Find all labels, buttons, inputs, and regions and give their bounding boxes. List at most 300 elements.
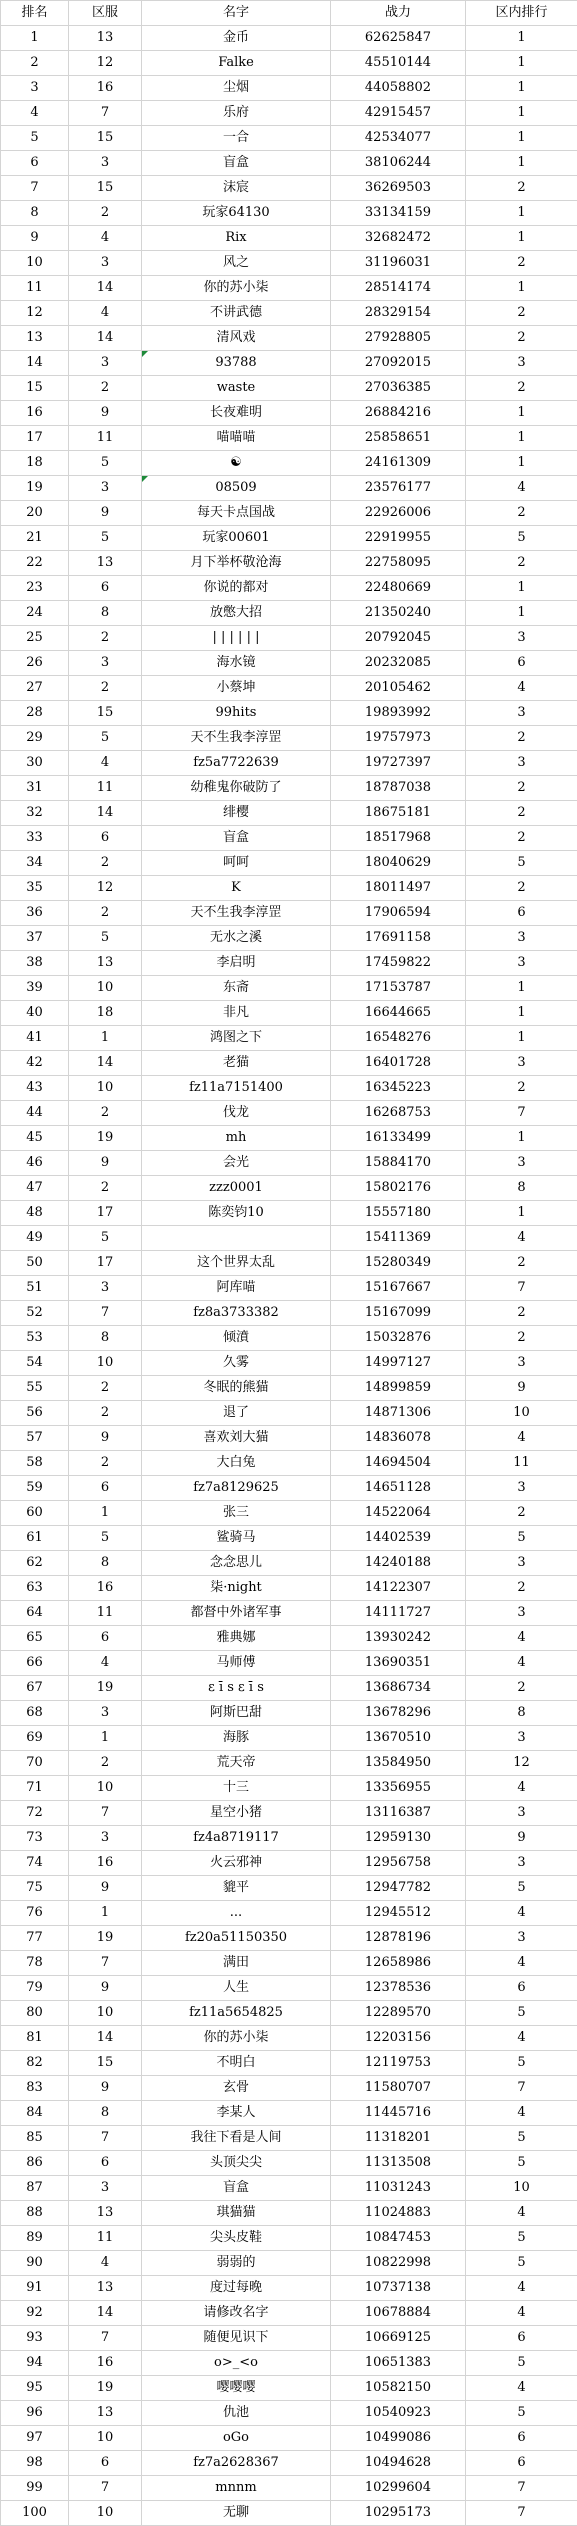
server-rank-cell[interactable]: 1: [466, 201, 577, 226]
rank-cell[interactable]: 9: [1, 226, 69, 251]
name-cell[interactable]: ε ī s ε ī s: [142, 1676, 331, 1701]
power-cell[interactable]: 42915457: [331, 101, 466, 126]
power-cell[interactable]: 11580707: [331, 2076, 466, 2101]
power-cell[interactable]: 14402539: [331, 1526, 466, 1551]
name-cell[interactable]: 海豚: [142, 1726, 331, 1751]
server-cell[interactable]: 1: [69, 1501, 142, 1526]
rank-cell[interactable]: 65: [1, 1626, 69, 1651]
rank-cell[interactable]: 88: [1, 2201, 69, 2226]
name-cell[interactable]: 人生: [142, 1976, 331, 2001]
name-cell[interactable]: fz7a2628367: [142, 2451, 331, 2476]
name-cell[interactable]: 念念思儿: [142, 1551, 331, 1576]
server-cell[interactable]: 4: [69, 301, 142, 326]
power-cell[interactable]: 13686734: [331, 1676, 466, 1701]
server-rank-cell[interactable]: 3: [466, 1551, 577, 1576]
rank-cell[interactable]: 32: [1, 801, 69, 826]
server-rank-cell[interactable]: 1: [466, 576, 577, 601]
server-rank-cell[interactable]: 6: [466, 1976, 577, 2001]
server-cell[interactable]: 13: [69, 2401, 142, 2426]
name-cell[interactable]: 天不生我李淳罡: [142, 901, 331, 926]
server-rank-cell[interactable]: 2: [466, 876, 577, 901]
rank-cell[interactable]: 92: [1, 2301, 69, 2326]
rank-cell[interactable]: 100: [1, 2501, 69, 2526]
power-cell[interactable]: 14899859: [331, 1376, 466, 1401]
server-cell[interactable]: 6: [69, 1476, 142, 1501]
name-cell[interactable]: 满田: [142, 1951, 331, 1976]
server-cell[interactable]: 8: [69, 1551, 142, 1576]
rank-cell[interactable]: 28: [1, 701, 69, 726]
name-cell[interactable]: K: [142, 876, 331, 901]
rank-cell[interactable]: 16: [1, 401, 69, 426]
server-cell[interactable]: 9: [69, 401, 142, 426]
rank-cell[interactable]: 57: [1, 1426, 69, 1451]
server-rank-cell[interactable]: 3: [466, 751, 577, 776]
power-cell[interactable]: 13678296: [331, 1701, 466, 1726]
server-cell[interactable]: 19: [69, 2376, 142, 2401]
server-rank-cell[interactable]: 7: [466, 2501, 577, 2526]
server-cell[interactable]: 17: [69, 1251, 142, 1276]
rank-cell[interactable]: 27: [1, 676, 69, 701]
rank-cell[interactable]: 48: [1, 1201, 69, 1226]
rank-cell[interactable]: 77: [1, 1926, 69, 1951]
rank-cell[interactable]: 91: [1, 2276, 69, 2301]
power-cell[interactable]: 13930242: [331, 1626, 466, 1651]
server-rank-cell[interactable]: 2: [466, 1076, 577, 1101]
power-cell[interactable]: 18040629: [331, 851, 466, 876]
power-cell[interactable]: 13116387: [331, 1801, 466, 1826]
name-cell[interactable]: 马师傅: [142, 1651, 331, 1676]
name-cell[interactable]: fz5a7722639: [142, 751, 331, 776]
server-rank-cell[interactable]: 4: [466, 2201, 577, 2226]
server-rank-cell[interactable]: 6: [466, 2426, 577, 2451]
rank-cell[interactable]: 64: [1, 1601, 69, 1626]
name-cell[interactable]: fz4a8719117: [142, 1826, 331, 1851]
name-cell[interactable]: 幼稚鬼你破防了: [142, 776, 331, 801]
rank-cell[interactable]: 98: [1, 2451, 69, 2476]
server-cell[interactable]: 7: [69, 2126, 142, 2151]
power-cell[interactable]: 10499086: [331, 2426, 466, 2451]
server-cell[interactable]: 2: [69, 1101, 142, 1126]
power-cell[interactable]: 10582150: [331, 2376, 466, 2401]
server-cell[interactable]: 13: [69, 2201, 142, 2226]
server-rank-cell[interactable]: 6: [466, 651, 577, 676]
server-cell[interactable]: 2: [69, 201, 142, 226]
server-rank-cell[interactable]: 1: [466, 451, 577, 476]
power-cell[interactable]: 14522064: [331, 1501, 466, 1526]
server-cell[interactable]: 3: [69, 476, 142, 501]
name-cell[interactable]: 99hits: [142, 701, 331, 726]
power-cell[interactable]: 15557180: [331, 1201, 466, 1226]
rank-cell[interactable]: 7: [1, 176, 69, 201]
server-rank-cell[interactable]: 2: [466, 551, 577, 576]
server-rank-cell[interactable]: 2: [466, 1501, 577, 1526]
power-cell[interactable]: 12658986: [331, 1951, 466, 1976]
server-cell[interactable]: 12: [69, 51, 142, 76]
power-cell[interactable]: 15280349: [331, 1251, 466, 1276]
server-rank-cell[interactable]: 3: [466, 626, 577, 651]
server-rank-cell[interactable]: 2: [466, 726, 577, 751]
name-cell[interactable]: 随便见识下: [142, 2326, 331, 2351]
server-rank-cell[interactable]: 11: [466, 1451, 577, 1476]
rank-cell[interactable]: 19: [1, 476, 69, 501]
server-cell[interactable]: 3: [69, 1701, 142, 1726]
server-rank-cell[interactable]: 5: [466, 2151, 577, 2176]
power-cell[interactable]: 28514174: [331, 276, 466, 301]
name-cell[interactable]: 会光: [142, 1151, 331, 1176]
rank-cell[interactable]: 37: [1, 926, 69, 951]
rank-cell[interactable]: 67: [1, 1676, 69, 1701]
name-cell[interactable]: 李某人: [142, 2101, 331, 2126]
server-cell[interactable]: 11: [69, 426, 142, 451]
power-cell[interactable]: 15802176: [331, 1176, 466, 1201]
rank-cell[interactable]: 24: [1, 601, 69, 626]
rank-cell[interactable]: 34: [1, 851, 69, 876]
server-cell[interactable]: 3: [69, 351, 142, 376]
server-cell[interactable]: 14: [69, 1051, 142, 1076]
server-rank-cell[interactable]: 1: [466, 401, 577, 426]
server-rank-cell[interactable]: 2: [466, 776, 577, 801]
rank-cell[interactable]: 75: [1, 1876, 69, 1901]
name-cell[interactable]: 金币: [142, 26, 331, 51]
server-rank-cell[interactable]: 5: [466, 2251, 577, 2276]
name-cell[interactable]: waste: [142, 376, 331, 401]
name-cell[interactable]: 每天卡点国战: [142, 501, 331, 526]
name-cell[interactable]: 度过每晚: [142, 2276, 331, 2301]
rank-cell[interactable]: 78: [1, 1951, 69, 1976]
server-cell[interactable]: 5: [69, 926, 142, 951]
server-rank-cell[interactable]: 2: [466, 1676, 577, 1701]
name-cell[interactable]: 头顶尖尖: [142, 2151, 331, 2176]
power-cell[interactable]: 19893992: [331, 701, 466, 726]
rank-cell[interactable]: 41: [1, 1026, 69, 1051]
power-cell[interactable]: 17906594: [331, 901, 466, 926]
name-cell[interactable]: 一合: [142, 126, 331, 151]
server-cell[interactable]: 7: [69, 101, 142, 126]
name-cell[interactable]: 这个世界太乱: [142, 1251, 331, 1276]
rank-cell[interactable]: 79: [1, 1976, 69, 2001]
server-cell[interactable]: 19: [69, 1926, 142, 1951]
server-cell[interactable]: 2: [69, 626, 142, 651]
name-cell[interactable]: 盲盒: [142, 826, 331, 851]
server-rank-cell[interactable]: 5: [466, 1876, 577, 1901]
power-cell[interactable]: 10540923: [331, 2401, 466, 2426]
power-cell[interactable]: 17459822: [331, 951, 466, 976]
rank-cell[interactable]: 50: [1, 1251, 69, 1276]
header-name[interactable]: 名字: [142, 1, 331, 26]
rank-cell[interactable]: 81: [1, 2026, 69, 2051]
server-cell[interactable]: 6: [69, 1626, 142, 1651]
server-rank-cell[interactable]: 3: [466, 1151, 577, 1176]
server-cell[interactable]: 10: [69, 1776, 142, 1801]
name-cell[interactable]: 沫宸: [142, 176, 331, 201]
rank-cell[interactable]: 95: [1, 2376, 69, 2401]
name-cell[interactable]: 无水之溪: [142, 926, 331, 951]
server-rank-cell[interactable]: 1: [466, 51, 577, 76]
name-cell[interactable]: fz11a5654825: [142, 2001, 331, 2026]
server-rank-cell[interactable]: 1: [466, 1126, 577, 1151]
header-rank[interactable]: 排名: [1, 1, 69, 26]
server-cell[interactable]: 3: [69, 151, 142, 176]
server-rank-cell[interactable]: 1: [466, 976, 577, 1001]
name-cell[interactable]: 无聊: [142, 2501, 331, 2526]
name-cell[interactable]: ...: [142, 1901, 331, 1926]
power-cell[interactable]: 12959130: [331, 1826, 466, 1851]
server-cell[interactable]: 11: [69, 1601, 142, 1626]
rank-cell[interactable]: 66: [1, 1651, 69, 1676]
server-cell[interactable]: 14: [69, 2301, 142, 2326]
server-cell[interactable]: 9: [69, 1876, 142, 1901]
power-cell[interactable]: 16401728: [331, 1051, 466, 1076]
name-cell[interactable]: 长夜难明: [142, 401, 331, 426]
name-cell[interactable]: 请修改名字: [142, 2301, 331, 2326]
power-cell[interactable]: 12947782: [331, 1876, 466, 1901]
power-cell[interactable]: 13690351: [331, 1651, 466, 1676]
server-cell[interactable]: 10: [69, 1076, 142, 1101]
power-cell[interactable]: 22926006: [331, 501, 466, 526]
power-cell[interactable]: 26884216: [331, 401, 466, 426]
name-cell[interactable]: 久雾: [142, 1351, 331, 1376]
header-power[interactable]: 战力: [331, 1, 466, 26]
server-rank-cell[interactable]: 4: [466, 1226, 577, 1251]
server-cell[interactable]: 16: [69, 76, 142, 101]
power-cell[interactable]: 36269503: [331, 176, 466, 201]
server-rank-cell[interactable]: 2: [466, 251, 577, 276]
server-rank-cell[interactable]: 4: [466, 1426, 577, 1451]
header-server-rank[interactable]: 区内排行: [466, 1, 577, 26]
rank-cell[interactable]: 38: [1, 951, 69, 976]
name-cell[interactable]: 貔平: [142, 1876, 331, 1901]
server-rank-cell[interactable]: 8: [466, 1701, 577, 1726]
power-cell[interactable]: 15884170: [331, 1151, 466, 1176]
server-rank-cell[interactable]: 2: [466, 801, 577, 826]
server-rank-cell[interactable]: 1: [466, 1026, 577, 1051]
rank-cell[interactable]: 15: [1, 376, 69, 401]
power-cell[interactable]: 45510144: [331, 51, 466, 76]
power-cell[interactable]: 14122307: [331, 1576, 466, 1601]
rank-cell[interactable]: 45: [1, 1126, 69, 1151]
power-cell[interactable]: 16133499: [331, 1126, 466, 1151]
rank-cell[interactable]: 93: [1, 2326, 69, 2351]
server-cell[interactable]: 2: [69, 901, 142, 926]
rank-cell[interactable]: 96: [1, 2401, 69, 2426]
rank-cell[interactable]: 35: [1, 876, 69, 901]
server-rank-cell[interactable]: 4: [466, 2026, 577, 2051]
server-rank-cell[interactable]: 4: [466, 1651, 577, 1676]
server-rank-cell[interactable]: 2: [466, 176, 577, 201]
name-cell[interactable]: 08509: [142, 476, 331, 501]
server-cell[interactable]: 3: [69, 651, 142, 676]
power-cell[interactable]: 18517968: [331, 826, 466, 851]
power-cell[interactable]: 15411369: [331, 1226, 466, 1251]
power-cell[interactable]: 19757973: [331, 726, 466, 751]
rank-cell[interactable]: 53: [1, 1326, 69, 1351]
power-cell[interactable]: 12956758: [331, 1851, 466, 1876]
rank-cell[interactable]: 5: [1, 126, 69, 151]
server-cell[interactable]: 3: [69, 1276, 142, 1301]
server-cell[interactable]: 13: [69, 26, 142, 51]
name-cell[interactable]: 盲盒: [142, 151, 331, 176]
server-cell[interactable]: 14: [69, 2026, 142, 2051]
rank-cell[interactable]: 47: [1, 1176, 69, 1201]
server-cell[interactable]: 2: [69, 676, 142, 701]
power-cell[interactable]: 10678884: [331, 2301, 466, 2326]
server-rank-cell[interactable]: 5: [466, 1526, 577, 1551]
rank-cell[interactable]: 71: [1, 1776, 69, 1801]
rank-cell[interactable]: 51: [1, 1276, 69, 1301]
name-cell[interactable]: | | | | | |: [142, 626, 331, 651]
rank-cell[interactable]: 33: [1, 826, 69, 851]
rank-cell[interactable]: 14: [1, 351, 69, 376]
power-cell[interactable]: 15167667: [331, 1276, 466, 1301]
server-rank-cell[interactable]: 3: [466, 351, 577, 376]
name-cell[interactable]: 盲盒: [142, 2176, 331, 2201]
power-cell[interactable]: 14651128: [331, 1476, 466, 1501]
server-rank-cell[interactable]: 5: [466, 851, 577, 876]
power-cell[interactable]: 12945512: [331, 1901, 466, 1926]
server-rank-cell[interactable]: 2: [466, 1251, 577, 1276]
power-cell[interactable]: 32682472: [331, 226, 466, 251]
power-cell[interactable]: 12878196: [331, 1926, 466, 1951]
rank-cell[interactable]: 73: [1, 1826, 69, 1851]
rank-cell[interactable]: 62: [1, 1551, 69, 1576]
server-cell[interactable]: 16: [69, 2351, 142, 2376]
rank-cell[interactable]: 58: [1, 1451, 69, 1476]
rank-cell[interactable]: 86: [1, 2151, 69, 2176]
rank-cell[interactable]: 54: [1, 1351, 69, 1376]
power-cell[interactable]: 10651383: [331, 2351, 466, 2376]
name-cell[interactable]: 大白兔: [142, 1451, 331, 1476]
server-rank-cell[interactable]: 8: [466, 1176, 577, 1201]
name-cell[interactable]: 仇池: [142, 2401, 331, 2426]
name-cell[interactable]: 柒·night: [142, 1576, 331, 1601]
server-cell[interactable]: 3: [69, 251, 142, 276]
name-cell[interactable]: 非凡: [142, 1001, 331, 1026]
name-cell[interactable]: 琪猫猫: [142, 2201, 331, 2226]
server-cell[interactable]: 6: [69, 826, 142, 851]
server-cell[interactable]: 7: [69, 2326, 142, 2351]
rank-cell[interactable]: 40: [1, 1001, 69, 1026]
server-rank-cell[interactable]: 3: [466, 1926, 577, 1951]
name-cell[interactable]: 弱弱的: [142, 2251, 331, 2276]
server-cell[interactable]: 5: [69, 451, 142, 476]
server-rank-cell[interactable]: 3: [466, 1051, 577, 1076]
power-cell[interactable]: 13356955: [331, 1776, 466, 1801]
name-cell[interactable]: 放憋大招: [142, 601, 331, 626]
rank-cell[interactable]: 18: [1, 451, 69, 476]
server-cell[interactable]: 9: [69, 2076, 142, 2101]
server-cell[interactable]: 4: [69, 751, 142, 776]
server-cell[interactable]: 5: [69, 1226, 142, 1251]
server-cell[interactable]: 14: [69, 801, 142, 826]
server-cell[interactable]: 15: [69, 701, 142, 726]
server-rank-cell[interactable]: 3: [466, 1851, 577, 1876]
server-rank-cell[interactable]: 9: [466, 1826, 577, 1851]
rank-cell[interactable]: 69: [1, 1726, 69, 1751]
name-cell[interactable]: 荒天帝: [142, 1751, 331, 1776]
name-cell[interactable]: zzz0001: [142, 1176, 331, 1201]
server-rank-cell[interactable]: 2: [466, 326, 577, 351]
power-cell[interactable]: 23576177: [331, 476, 466, 501]
server-rank-cell[interactable]: 3: [466, 701, 577, 726]
power-cell[interactable]: 28329154: [331, 301, 466, 326]
server-rank-cell[interactable]: 3: [466, 1476, 577, 1501]
name-cell[interactable]: 李启明: [142, 951, 331, 976]
name-cell[interactable]: 天不生我李淳罡: [142, 726, 331, 751]
power-cell[interactable]: 10669125: [331, 2326, 466, 2351]
rank-cell[interactable]: 49: [1, 1226, 69, 1251]
power-cell[interactable]: 10494628: [331, 2451, 466, 2476]
power-cell[interactable]: 27092015: [331, 351, 466, 376]
power-cell[interactable]: 15032876: [331, 1326, 466, 1351]
server-cell[interactable]: 2: [69, 1376, 142, 1401]
server-rank-cell[interactable]: 4: [466, 1951, 577, 1976]
server-cell[interactable]: 11: [69, 2226, 142, 2251]
name-cell[interactable]: mnnm: [142, 2476, 331, 2501]
name-cell[interactable]: 玩家64130: [142, 201, 331, 226]
server-rank-cell[interactable]: 4: [466, 2301, 577, 2326]
power-cell[interactable]: 16548276: [331, 1026, 466, 1051]
server-cell[interactable]: 2: [69, 1401, 142, 1426]
server-rank-cell[interactable]: 3: [466, 1351, 577, 1376]
server-rank-cell[interactable]: 2: [466, 1326, 577, 1351]
name-cell[interactable]: 阿斯巴甜: [142, 1701, 331, 1726]
power-cell[interactable]: 11445716: [331, 2101, 466, 2126]
server-cell[interactable]: 9: [69, 1151, 142, 1176]
server-cell[interactable]: 6: [69, 2151, 142, 2176]
server-cell[interactable]: 19: [69, 1676, 142, 1701]
name-cell[interactable]: [142, 1226, 331, 1251]
server-cell[interactable]: 9: [69, 1426, 142, 1451]
server-rank-cell[interactable]: 5: [466, 526, 577, 551]
server-rank-cell[interactable]: 4: [466, 2376, 577, 2401]
server-cell[interactable]: 10: [69, 2501, 142, 2526]
server-rank-cell[interactable]: 9: [466, 1376, 577, 1401]
rank-cell[interactable]: 84: [1, 2101, 69, 2126]
name-cell[interactable]: 尖头皮鞋: [142, 2226, 331, 2251]
server-cell[interactable]: 14: [69, 326, 142, 351]
name-cell[interactable]: 玩家00601: [142, 526, 331, 551]
server-rank-cell[interactable]: 1: [466, 1201, 577, 1226]
name-cell[interactable]: 火云邪神: [142, 1851, 331, 1876]
server-cell[interactable]: 2: [69, 376, 142, 401]
name-cell[interactable]: fz7a8129625: [142, 1476, 331, 1501]
server-rank-cell[interactable]: 3: [466, 951, 577, 976]
server-cell[interactable]: 3: [69, 2176, 142, 2201]
power-cell[interactable]: 24161309: [331, 451, 466, 476]
rank-cell[interactable]: 17: [1, 426, 69, 451]
rank-cell[interactable]: 55: [1, 1376, 69, 1401]
server-rank-cell[interactable]: 4: [466, 2101, 577, 2126]
server-rank-cell[interactable]: 5: [466, 2126, 577, 2151]
name-cell[interactable]: 倾濆: [142, 1326, 331, 1351]
rank-cell[interactable]: 6: [1, 151, 69, 176]
server-cell[interactable]: 16: [69, 1851, 142, 1876]
power-cell[interactable]: 10737138: [331, 2276, 466, 2301]
server-rank-cell[interactable]: 10: [466, 2176, 577, 2201]
server-rank-cell[interactable]: 5: [466, 2001, 577, 2026]
server-cell[interactable]: 10: [69, 2001, 142, 2026]
server-cell[interactable]: 4: [69, 2251, 142, 2276]
server-rank-cell[interactable]: 6: [466, 901, 577, 926]
name-cell[interactable]: 十三: [142, 1776, 331, 1801]
power-cell[interactable]: 14871306: [331, 1401, 466, 1426]
server-rank-cell[interactable]: 2: [466, 826, 577, 851]
power-cell[interactable]: 10295173: [331, 2501, 466, 2526]
name-cell[interactable]: 你的苏小柒: [142, 2026, 331, 2051]
server-cell[interactable]: 7: [69, 1951, 142, 1976]
name-cell[interactable]: Rix: [142, 226, 331, 251]
server-rank-cell[interactable]: 2: [466, 501, 577, 526]
